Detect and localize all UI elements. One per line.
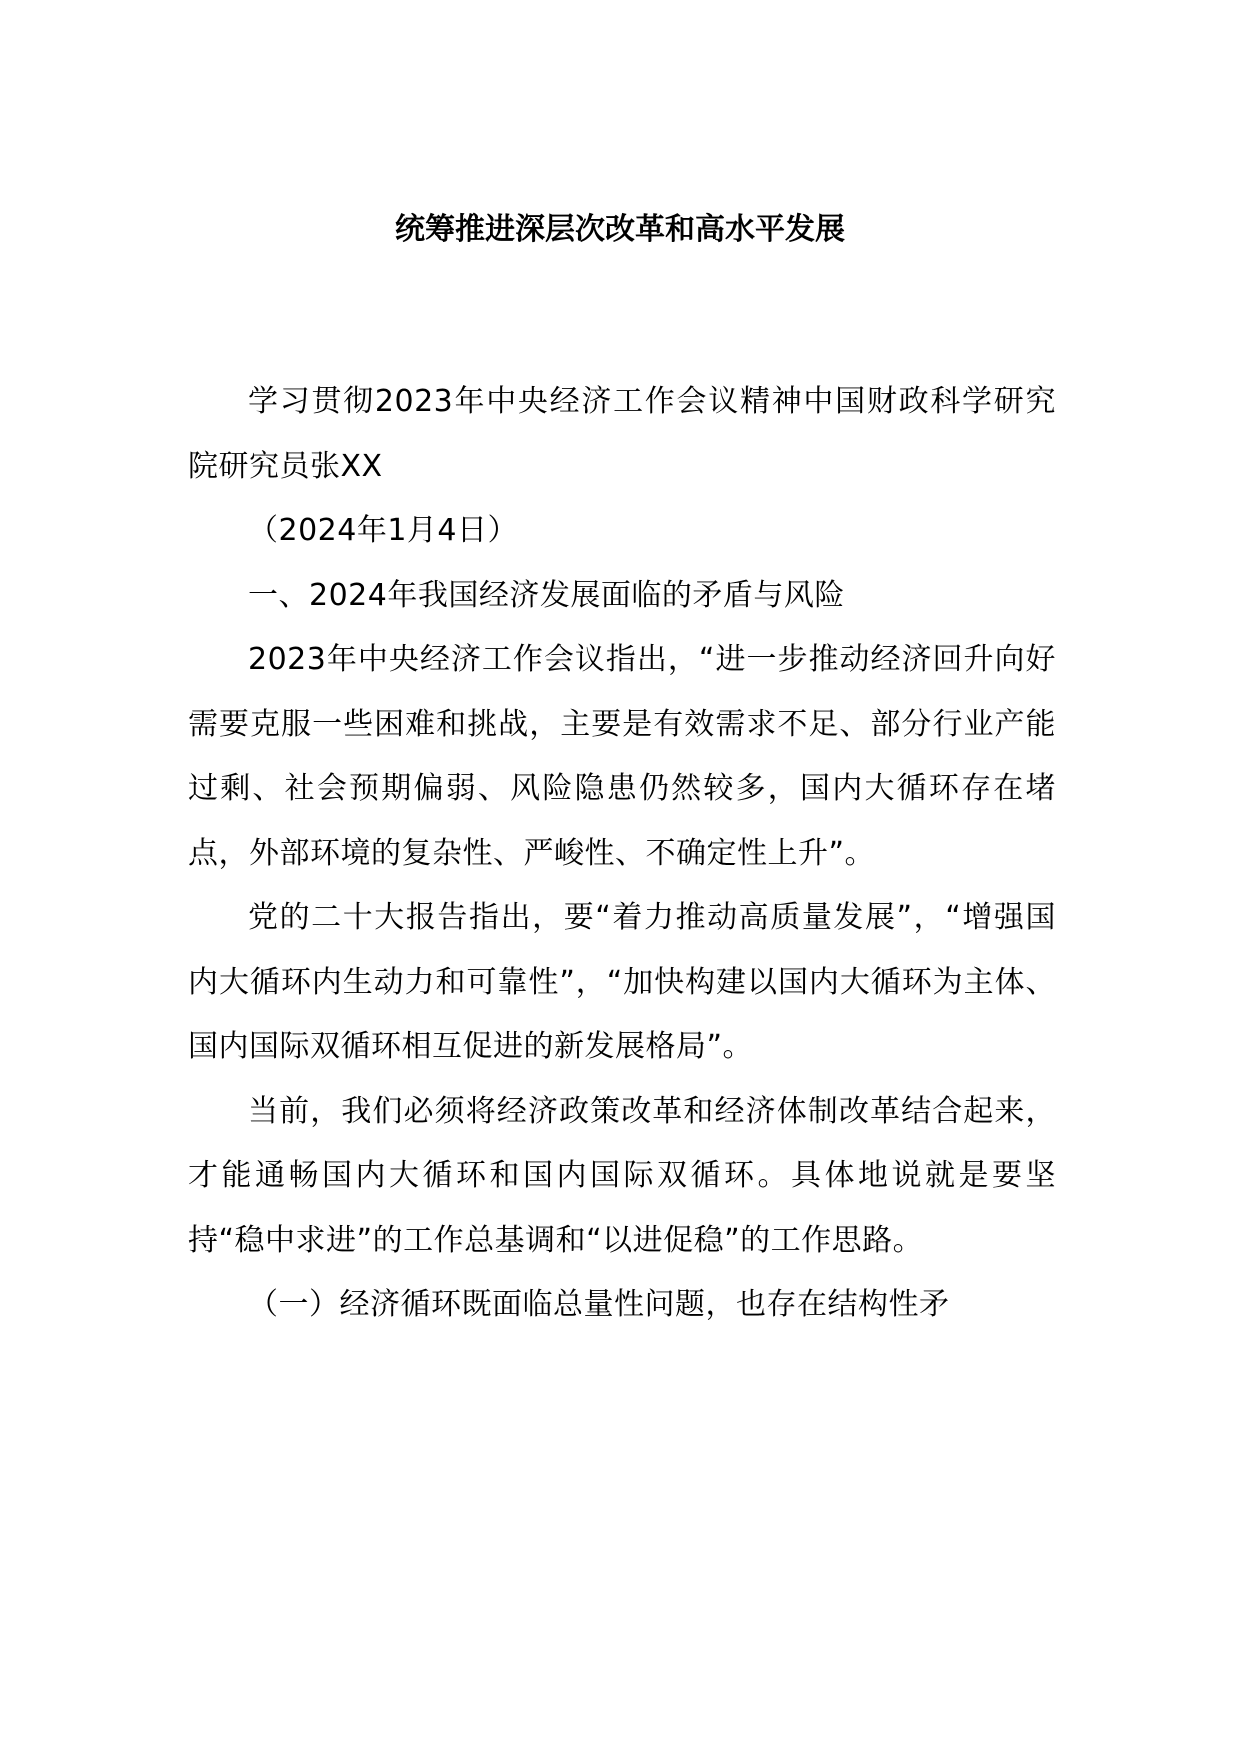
paragraph-body: 党的二十大报告指出，要“着力推动高质量发展”，“增强国内大循环内生动力和可靠性”，“加快构建以国内大循环为主体、国内国际双循环相互促进的新发展格局”。 [188, 900, 1056, 1064]
paragraph-subtitle: 学习贯彻2023年中央经济工作会议精神中国财政科学研究院研究员张XX [188, 384, 1056, 484]
paragraph-body: 当前，我们必须将经济政策改革和经济体制改革结合起来，才能通畅国内大循环和国内国际双循环。具体地说就是要坚持“稳中求进”的工作总基调和“以进促稳”的工作思路。 [188, 1093, 1056, 1258]
subsection-heading: （一）经济循环既面临总量性问题，也存在结构性矛 [248, 1287, 950, 1322]
paragraph-date: （2024年1月4日） [248, 513, 519, 548]
document-body [188, 370, 1056, 1338]
paragraph-body: 2023年中央经济工作会议指出，“进一步推动经济回升向好需要克服一些困难和挑战，主要是有效需求不足、部分行业产能过剩、社会预期偏弱、风险隐患仍然较多，国内大循环存在堵点，外部环境的复杂性、严峻性、不确定性上升”。 [188, 642, 1056, 871]
section-heading: 一、2024年我国经济发展面临的矛盾与风险 [248, 577, 845, 613]
document-title: 统筹推进深层次改革和高水平发展 [395, 212, 845, 247]
